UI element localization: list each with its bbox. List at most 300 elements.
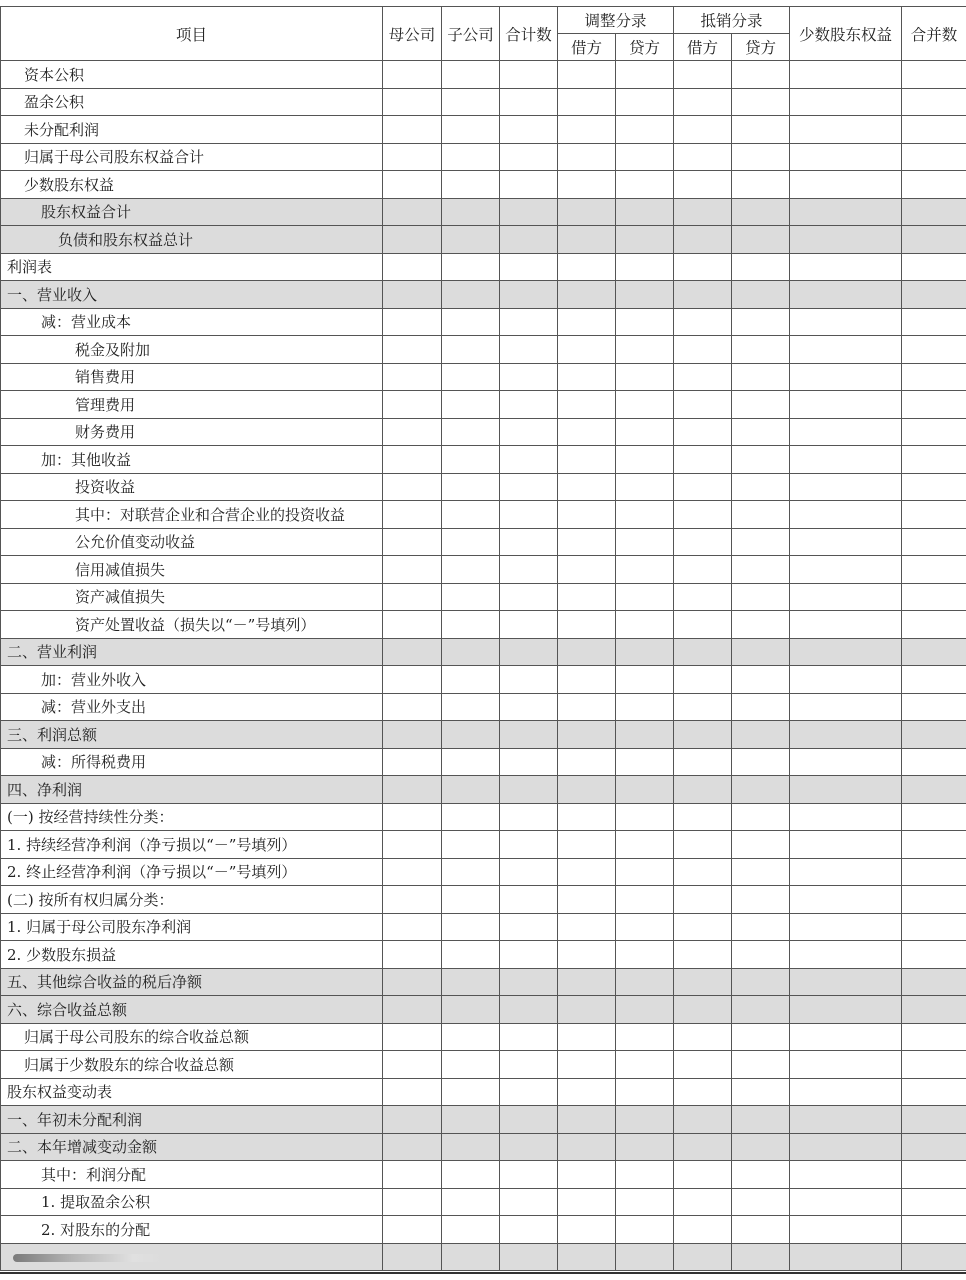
value-cell — [558, 446, 616, 474]
value-cell — [383, 336, 442, 364]
value-cell — [732, 996, 790, 1024]
value-cell — [732, 941, 790, 969]
value-cell — [558, 556, 616, 584]
value-cell — [500, 1161, 558, 1189]
value-cell — [442, 446, 500, 474]
value-cell — [616, 391, 674, 419]
value-cell — [442, 198, 500, 226]
value-cell — [558, 143, 616, 171]
value-cell — [442, 143, 500, 171]
value-cell — [732, 116, 790, 144]
value-cell — [558, 308, 616, 336]
value-cell — [732, 776, 790, 804]
row-label: 投资收益 — [1, 473, 383, 501]
value-cell — [674, 1078, 732, 1106]
row-label: 减：营业成本 — [1, 308, 383, 336]
table-row — [1, 1023, 966, 1051]
value-cell — [674, 611, 732, 639]
row-label: 2. 少数股东损益 — [1, 941, 383, 969]
value-cell — [674, 638, 732, 666]
row-label: 加：其他收益 — [1, 446, 383, 474]
table-row — [1, 996, 966, 1024]
row-label: 管理费用 — [1, 391, 383, 419]
value-cell — [500, 913, 558, 941]
value-cell — [790, 1161, 902, 1189]
value-cell — [616, 501, 674, 529]
row-label: 2. 对股东的分配 — [1, 1216, 383, 1244]
row-label: (二) 按所有权归属分类： — [1, 886, 383, 914]
value-cell — [674, 391, 732, 419]
value-cell — [442, 308, 500, 336]
value-cell — [500, 418, 558, 446]
value-cell — [674, 473, 732, 501]
value-cell — [674, 253, 732, 281]
value-cell — [383, 198, 442, 226]
table-row — [1, 116, 966, 144]
value-cell — [558, 363, 616, 391]
header-elimination-entries: 抵销分录 — [674, 7, 790, 34]
value-cell — [383, 1216, 442, 1244]
value-cell — [383, 803, 442, 831]
table-row — [1, 611, 966, 639]
header-adjustment-entries: 调整分录 — [558, 7, 674, 34]
value-cell — [790, 913, 902, 941]
value-cell — [558, 1051, 616, 1079]
value-cell — [732, 748, 790, 776]
value-cell — [790, 226, 902, 254]
value-cell — [558, 198, 616, 226]
header-subsidiary: 子公司 — [442, 7, 500, 61]
value-cell — [616, 941, 674, 969]
value-cell — [790, 996, 902, 1024]
row-label: 公允价值变动收益 — [1, 528, 383, 556]
table-body — [1, 61, 966, 1271]
table-row — [1, 1243, 966, 1271]
value-cell — [442, 996, 500, 1024]
value-cell — [616, 61, 674, 89]
row-label: 加：营业外收入 — [1, 666, 383, 694]
value-cell — [383, 528, 442, 556]
value-cell — [383, 1188, 442, 1216]
value-cell — [674, 968, 732, 996]
row-label — [1, 1243, 383, 1271]
row-label: 利润表 — [1, 253, 383, 281]
value-cell — [674, 1133, 732, 1161]
value-cell — [500, 281, 558, 309]
value-cell — [383, 308, 442, 336]
value-cell — [558, 968, 616, 996]
row-label: 其中：对联营企业和合营企业的投资收益 — [1, 501, 383, 529]
value-cell — [790, 556, 902, 584]
value-cell — [442, 831, 500, 859]
table-row — [1, 913, 966, 941]
header-adjustment-debit: 借方 — [558, 34, 616, 61]
value-cell — [790, 803, 902, 831]
value-cell — [732, 1051, 790, 1079]
value-cell — [674, 281, 732, 309]
value-cell — [674, 1051, 732, 1079]
value-cell — [500, 336, 558, 364]
value-cell — [674, 748, 732, 776]
value-cell — [616, 528, 674, 556]
value-cell — [500, 968, 558, 996]
value-cell — [902, 1133, 966, 1161]
value-cell — [790, 1078, 902, 1106]
value-cell — [383, 281, 442, 309]
value-cell — [383, 1051, 442, 1079]
value-cell — [383, 501, 442, 529]
value-cell — [902, 391, 966, 419]
table-row — [1, 281, 966, 309]
value-cell — [442, 611, 500, 639]
value-cell — [902, 1161, 966, 1189]
value-cell — [616, 1243, 674, 1271]
value-cell — [558, 721, 616, 749]
value-cell — [558, 391, 616, 419]
value-cell — [500, 501, 558, 529]
value-cell — [383, 583, 442, 611]
row-label: 1. 提取盈余公积 — [1, 1188, 383, 1216]
value-cell — [790, 143, 902, 171]
row-label: 一、年初未分配利润 — [1, 1106, 383, 1134]
value-cell — [616, 803, 674, 831]
row-label: 五、其他综合收益的税后净额 — [1, 968, 383, 996]
table-row — [1, 501, 966, 529]
value-cell — [616, 226, 674, 254]
value-cell — [558, 996, 616, 1024]
value-cell — [674, 1023, 732, 1051]
value-cell — [616, 968, 674, 996]
value-cell — [383, 941, 442, 969]
value-cell — [732, 1243, 790, 1271]
value-cell — [902, 996, 966, 1024]
value-cell — [558, 693, 616, 721]
value-cell — [616, 693, 674, 721]
value-cell — [442, 721, 500, 749]
value-cell — [616, 1161, 674, 1189]
value-cell — [790, 638, 902, 666]
value-cell — [383, 61, 442, 89]
value-cell — [902, 171, 966, 199]
value-cell — [902, 281, 966, 309]
value-cell — [442, 1161, 500, 1189]
value-cell — [616, 721, 674, 749]
value-cell — [790, 583, 902, 611]
table-row — [1, 1133, 966, 1161]
consolidation-worksheet-table — [0, 6, 966, 1271]
value-cell — [902, 913, 966, 941]
value-cell — [500, 638, 558, 666]
value-cell — [732, 198, 790, 226]
value-cell — [902, 611, 966, 639]
value-cell — [442, 776, 500, 804]
value-cell — [674, 363, 732, 391]
value-cell — [383, 666, 442, 694]
value-cell — [902, 446, 966, 474]
row-label: 2. 终止经营净利润（净亏损以“－”号填列） — [1, 858, 383, 886]
value-cell — [558, 88, 616, 116]
value-cell — [616, 748, 674, 776]
value-cell — [732, 1188, 790, 1216]
value-cell — [902, 418, 966, 446]
value-cell — [500, 886, 558, 914]
row-label: 资产处置收益（损失以“－”号填列） — [1, 611, 383, 639]
value-cell — [500, 556, 558, 584]
value-cell — [674, 418, 732, 446]
value-cell — [790, 61, 902, 89]
row-label: 一、营业收入 — [1, 281, 383, 309]
value-cell — [500, 171, 558, 199]
value-cell — [732, 1161, 790, 1189]
table-row — [1, 1106, 966, 1134]
value-cell — [383, 473, 442, 501]
row-label: (一) 按经营持续性分类： — [1, 803, 383, 831]
value-cell — [902, 1106, 966, 1134]
value-cell — [674, 831, 732, 859]
value-cell — [616, 858, 674, 886]
table-row — [1, 858, 966, 886]
value-cell — [732, 1078, 790, 1106]
value-cell — [732, 308, 790, 336]
value-cell — [558, 253, 616, 281]
table-row — [1, 721, 966, 749]
value-cell — [674, 803, 732, 831]
value-cell — [500, 1051, 558, 1079]
value-cell — [442, 803, 500, 831]
value-cell — [616, 611, 674, 639]
value-cell — [558, 1161, 616, 1189]
value-cell — [902, 1188, 966, 1216]
value-cell — [500, 1106, 558, 1134]
value-cell — [902, 253, 966, 281]
value-cell — [732, 1133, 790, 1161]
value-cell — [558, 941, 616, 969]
value-cell — [558, 638, 616, 666]
value-cell — [732, 336, 790, 364]
header-parent-company: 母公司 — [383, 7, 442, 61]
value-cell — [674, 1161, 732, 1189]
row-label: 归属于母公司股东权益合计 — [1, 143, 383, 171]
value-cell — [674, 226, 732, 254]
value-cell — [616, 143, 674, 171]
table-row — [1, 528, 966, 556]
value-cell — [790, 363, 902, 391]
value-cell — [674, 143, 732, 171]
value-cell — [732, 226, 790, 254]
value-cell — [732, 1216, 790, 1244]
value-cell — [383, 721, 442, 749]
value-cell — [790, 391, 902, 419]
value-cell — [500, 583, 558, 611]
value-cell — [500, 831, 558, 859]
value-cell — [442, 693, 500, 721]
value-cell — [674, 88, 732, 116]
value-cell — [383, 996, 442, 1024]
value-cell — [674, 61, 732, 89]
value-cell — [902, 858, 966, 886]
value-cell — [790, 418, 902, 446]
table-row — [1, 831, 966, 859]
value-cell — [500, 941, 558, 969]
row-label: 二、本年增减变动金额 — [1, 1133, 383, 1161]
value-cell — [790, 748, 902, 776]
value-cell — [500, 748, 558, 776]
value-cell — [442, 748, 500, 776]
value-cell — [383, 693, 442, 721]
row-label: 销售费用 — [1, 363, 383, 391]
row-label: 其中：利润分配 — [1, 1161, 383, 1189]
header-consolidated: 合并数 — [902, 7, 966, 61]
value-cell — [500, 693, 558, 721]
value-cell — [674, 1216, 732, 1244]
value-cell — [383, 638, 442, 666]
value-cell — [383, 858, 442, 886]
value-cell — [500, 88, 558, 116]
table-row — [1, 886, 966, 914]
value-cell — [558, 803, 616, 831]
table-row — [1, 363, 966, 391]
value-cell — [500, 143, 558, 171]
value-cell — [674, 776, 732, 804]
value-cell — [558, 528, 616, 556]
value-cell — [500, 473, 558, 501]
value-cell — [442, 418, 500, 446]
value-cell — [616, 996, 674, 1024]
table-row — [1, 556, 966, 584]
value-cell — [616, 1051, 674, 1079]
value-cell — [442, 1216, 500, 1244]
value-cell — [674, 528, 732, 556]
value-cell — [500, 253, 558, 281]
value-cell — [558, 583, 616, 611]
value-cell — [383, 611, 442, 639]
row-label: 未分配利润 — [1, 116, 383, 144]
row-label: 税金及附加 — [1, 336, 383, 364]
value-cell — [790, 831, 902, 859]
value-cell — [902, 336, 966, 364]
value-cell — [674, 583, 732, 611]
value-cell — [500, 1023, 558, 1051]
row-label: 减：营业外支出 — [1, 693, 383, 721]
value-cell — [442, 171, 500, 199]
value-cell — [902, 941, 966, 969]
value-cell — [902, 198, 966, 226]
value-cell — [383, 1161, 442, 1189]
value-cell — [558, 1106, 616, 1134]
value-cell — [442, 583, 500, 611]
value-cell — [732, 143, 790, 171]
value-cell — [790, 666, 902, 694]
value-cell — [902, 1051, 966, 1079]
value-cell — [674, 693, 732, 721]
value-cell — [790, 941, 902, 969]
value-cell — [732, 363, 790, 391]
value-cell — [732, 583, 790, 611]
row-label: 减：所得税费用 — [1, 748, 383, 776]
value-cell — [902, 1078, 966, 1106]
value-cell — [902, 803, 966, 831]
value-cell — [674, 308, 732, 336]
value-cell — [383, 831, 442, 859]
value-cell — [442, 363, 500, 391]
value-cell — [558, 666, 616, 694]
value-cell — [442, 281, 500, 309]
value-cell — [558, 858, 616, 886]
table-row — [1, 61, 966, 89]
value-cell — [442, 1133, 500, 1161]
value-cell — [383, 776, 442, 804]
value-cell — [558, 1216, 616, 1244]
value-cell — [790, 1106, 902, 1134]
value-cell — [442, 501, 500, 529]
value-cell — [442, 968, 500, 996]
value-cell — [383, 748, 442, 776]
value-cell — [902, 226, 966, 254]
value-cell — [902, 721, 966, 749]
value-cell — [500, 363, 558, 391]
value-cell — [732, 721, 790, 749]
table-row — [1, 803, 966, 831]
value-cell — [902, 1216, 966, 1244]
value-cell — [732, 528, 790, 556]
value-cell — [616, 308, 674, 336]
value-cell — [558, 61, 616, 89]
value-cell — [790, 1188, 902, 1216]
value-cell — [383, 446, 442, 474]
value-cell — [616, 198, 674, 226]
value-cell — [442, 473, 500, 501]
value-cell — [383, 88, 442, 116]
table-row — [1, 693, 966, 721]
value-cell — [558, 776, 616, 804]
value-cell — [674, 198, 732, 226]
value-cell — [902, 583, 966, 611]
value-cell — [500, 1188, 558, 1216]
value-cell — [902, 501, 966, 529]
value-cell — [790, 1243, 902, 1271]
value-cell — [790, 721, 902, 749]
value-cell — [902, 886, 966, 914]
value-cell — [790, 1216, 902, 1244]
table-row — [1, 941, 966, 969]
smudged-text — [13, 1254, 163, 1262]
table-row — [1, 473, 966, 501]
value-cell — [558, 886, 616, 914]
row-label: 资产减值损失 — [1, 583, 383, 611]
value-cell — [383, 886, 442, 914]
value-cell — [500, 528, 558, 556]
value-cell — [616, 473, 674, 501]
value-cell — [674, 666, 732, 694]
value-cell — [442, 336, 500, 364]
value-cell — [383, 1106, 442, 1134]
value-cell — [616, 446, 674, 474]
value-cell — [500, 1243, 558, 1271]
value-cell — [616, 831, 674, 859]
row-label: 负债和股东权益总计 — [1, 226, 383, 254]
table-row — [1, 308, 966, 336]
value-cell — [558, 1078, 616, 1106]
value-cell — [558, 501, 616, 529]
value-cell — [790, 116, 902, 144]
value-cell — [732, 391, 790, 419]
value-cell — [674, 941, 732, 969]
value-cell — [383, 556, 442, 584]
value-cell — [732, 418, 790, 446]
value-cell — [732, 693, 790, 721]
value-cell — [732, 171, 790, 199]
table-row — [1, 446, 966, 474]
